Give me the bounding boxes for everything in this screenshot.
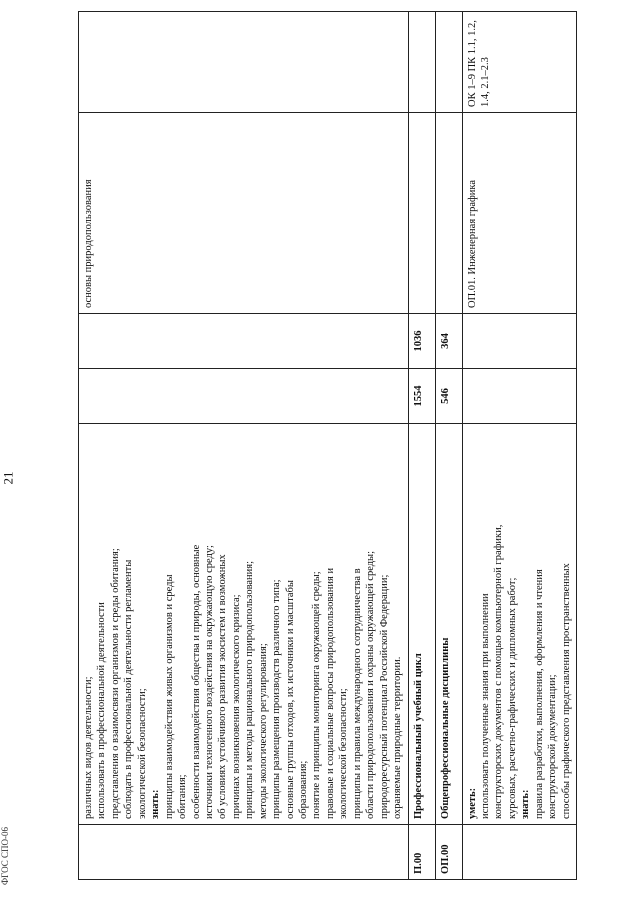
text-line: природоресурсный потенциал Российской Федерации; [378,574,390,819]
can-lines [479,429,519,819]
text-line: курсовых, расчетно-графических и дипломных работ; [506,577,518,819]
text-line: правовые и социальные вопросы природопользования и [324,567,336,819]
standard-table [78,20,572,880]
text-line: использовать полученные знания при выполнении [479,593,491,819]
hours-max: 546 [435,369,462,424]
can-label: уметь: [466,787,478,819]
know-lines [533,429,573,819]
text-line: конструкторской документации; [547,674,559,819]
hours-max [462,369,577,424]
table-row [408,12,435,880]
row-code: П.00 [408,825,435,880]
content-lines [82,429,149,819]
text-line: принципы взаимодействия живых организмов и среды [163,574,175,819]
know-label: знать: [150,789,162,819]
hours-max [79,369,409,424]
text-line: основные группы отходов, их источники и масштабы [284,580,296,819]
hours-required [462,314,577,369]
table-row [462,12,577,880]
competencies [408,12,435,113]
hours-max: 1554 [408,369,435,424]
competencies: ОК 1–9 ПК 1.1, 1.2, 1.4, 2.1–2.3 [462,12,577,113]
row-code [79,825,409,880]
hours-required: 1036 [408,314,435,369]
footer-code: ФГОС СПО-06 [0,827,10,885]
text-line: источники техногенного воздействия на окружающую среду; [203,545,215,819]
text-line: охраняемые природные территории. [392,656,404,819]
text-line: понятие и принципы мониторинга окружающей среды; [311,571,323,819]
text-line: способы графического представления пространственных [560,563,572,819]
discipline-name [408,113,435,314]
know-lines [163,429,405,819]
competencies [435,12,462,113]
text-line: принципы и правила международного сотрудничества в [351,568,363,819]
text-line: принципы и методы рационального природопользования; [244,560,256,819]
hours-required: 364 [435,314,462,369]
row-title: Профессиональный учебный цикл [408,424,435,825]
discipline-name [435,113,462,314]
table-row [79,12,409,880]
row-code: ОП.00 [435,825,462,880]
discipline-name: ОП.01. Инженерная графика [462,113,577,314]
competencies [79,12,409,113]
text-line: конструкторских документов с помощью компьютерной графики, [493,524,505,819]
row-title: Общепрофессиональные дисциплины [435,424,462,825]
text-line: обитания; [177,774,189,819]
text-line: области природопользования и охраны окружающей среды; [365,550,377,819]
page-number: 21 [0,471,15,485]
text-line: методы экологического регулирования; [257,643,269,819]
text-line: правила разработки, выполнения, оформления и чтения [533,569,545,819]
text-line: особенности взаимодействия общества и природы, основные [190,544,202,819]
hours-required [79,314,409,369]
text-line: соблюдать в профессиональной деятельности регламенты [123,559,135,819]
text-line: причинах возникновения экологического кризиса; [230,594,242,819]
know-label: знать: [520,789,532,819]
text-line: принципы размещения производств различного типа; [271,579,283,819]
row-content [462,424,577,825]
row-code [462,825,577,880]
text-line: об условиях устойчивого развития экосистем и возможных [217,554,229,819]
text-line: представления о взаимосвязи организмов и среды обитания; [109,548,121,819]
text-line: экологической безопасности; [338,688,350,819]
text-line: различных видов деятельности; [83,676,94,819]
text-line: экологической безопасности; [136,688,148,819]
text-line: образования; [298,760,309,819]
row-content [79,424,409,825]
table-row [435,12,462,880]
discipline-name: основы природопользования [79,113,409,314]
text-line: использовать в профессиональной деятельности [96,602,108,819]
